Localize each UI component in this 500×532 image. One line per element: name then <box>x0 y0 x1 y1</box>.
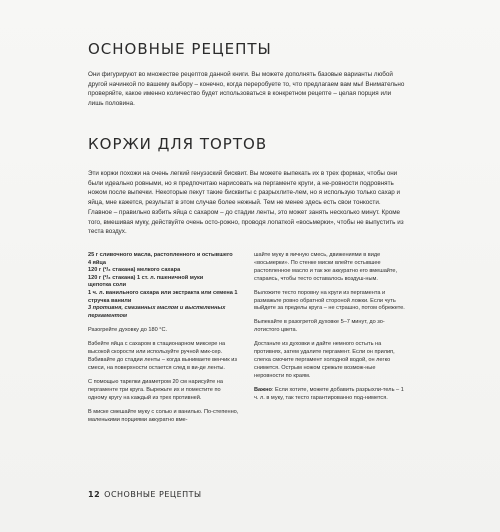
ingredients-list <box>88 252 240 320</box>
important-note <box>254 387 406 403</box>
ingredient: 1 ч. л. ванильного сахара или экстракта или семена 1 стручка ванили <box>88 289 238 304</box>
step: Достаньте из духовки и дайте немного остыть на противнях, затем удалите пергамент. Если он прилип, слегка смочите пергамент холодной водой, он легко снимется. Острым ножом срежьте возмож-ные неровности по краям. <box>254 341 395 379</box>
intro-paragraph: Они фигурируют во множестве рецептов данной книги. Вы можете дополнять базовые варианты любой другой начинкой по вашему выбору – конечно, когда переробуете то, что предлагаем вам мы! Внимательно проверяйте, какое именно количество будет использоваться в конкретном рецепте – целая порция или лишь половина. <box>88 71 405 108</box>
page-number: 12 <box>88 490 101 499</box>
ingredient: щепотка соли <box>88 282 127 289</box>
ingredient: 120 г (²/₃ стакана) мелкого сахара <box>88 267 181 274</box>
page-footer <box>88 490 202 499</box>
ingredients-note: 3 противня, смазанных маслом и выстеленных пергаментом <box>88 305 226 319</box>
step: Выложите тесто поровну на круги из пергамента и размажьте ровно обратной стороной ложки. Если чуть выйдете за пределы круга – не страшно, потом обрежете. <box>254 289 405 312</box>
section-title-cake-layers: КОРЖИ ДЛЯ ТОРТОВ <box>88 135 268 153</box>
step: Разогрейте духовку до 180 °С. <box>88 327 168 334</box>
cake-layers-intro: Эти коржи похожи на очень легкий генуэзский бисквит. Вы можете выпекать их в трех формах, чтобы они были идеально ровными, но я предпочитаю нарисовать на пергаменте круги, а не-ровности подровнять ножом после выпечки. Некоторые пекут такие бисквиты с разрыхлите-лем, но я использую только сахар и яйца, мне кажется, результат в этом случае более нежный. Тем не менее здесь есть свои тонкости. Главное – правильно взбить яйца с сахаром – до стадии ленты, это может занять несколько минут. Кроме того, вмешивая муку, действуйте очень осто-рожно, проводя лопаткой «восьмерки», чтобы не выпустить из теста воздух. <box>88 170 404 236</box>
step: Выпекайте в разогретой духовке 5–7 минут, до зо-лотистого цвета. <box>254 319 385 334</box>
step: В миске смешайте муку с солью и ванилью. По-степенно, маленькими порциями аккуратно вме- <box>88 408 239 423</box>
footer-section: ОСНОВНЫЕ РЕЦЕПТЫ <box>104 490 202 499</box>
important-label: Важно <box>254 386 272 393</box>
step: С помощью тарелки диаметром 20 см нарисуйте на пергаменте три круга. Вырежьте их и поместите по одному кругу на каждый из трех противней. <box>88 378 223 401</box>
left-column <box>88 252 240 430</box>
ingredient: 4 яйца <box>88 259 106 266</box>
ingredient: 120 г (²/₃ стакана) 1 ст. л. пшеничной муки <box>88 274 204 281</box>
ingredient: 25 г сливочного масла, растопленного и остывшего <box>88 252 233 258</box>
section-title-basic-recipes: ОСНОВНЫЕ РЕЦЕПТЫ <box>88 40 272 58</box>
important-text: : Если хотите, можете добавить разрыхли-тель – 1 ч. л. в муку, так тесто гарантированно под-нимется. <box>254 386 404 401</box>
step: шайте муку в яичную смесь, движениями в виде «восьмерки». По стенке миски влейте остывшее растопленное масло и так же аккуратно его вмешайте, стараясь, чтобы тесто оставалось воздуш-ным. <box>254 252 398 282</box>
right-column <box>254 252 406 409</box>
step: Взбейте яйца с сахаром в стационарном миксере на высокой скорости или используйте ручной мик-сер. Взбивайте до стадии ленты – когда вынимаете венчик из смеси, на поверхности остается след в ви-де ленты. <box>88 341 237 371</box>
